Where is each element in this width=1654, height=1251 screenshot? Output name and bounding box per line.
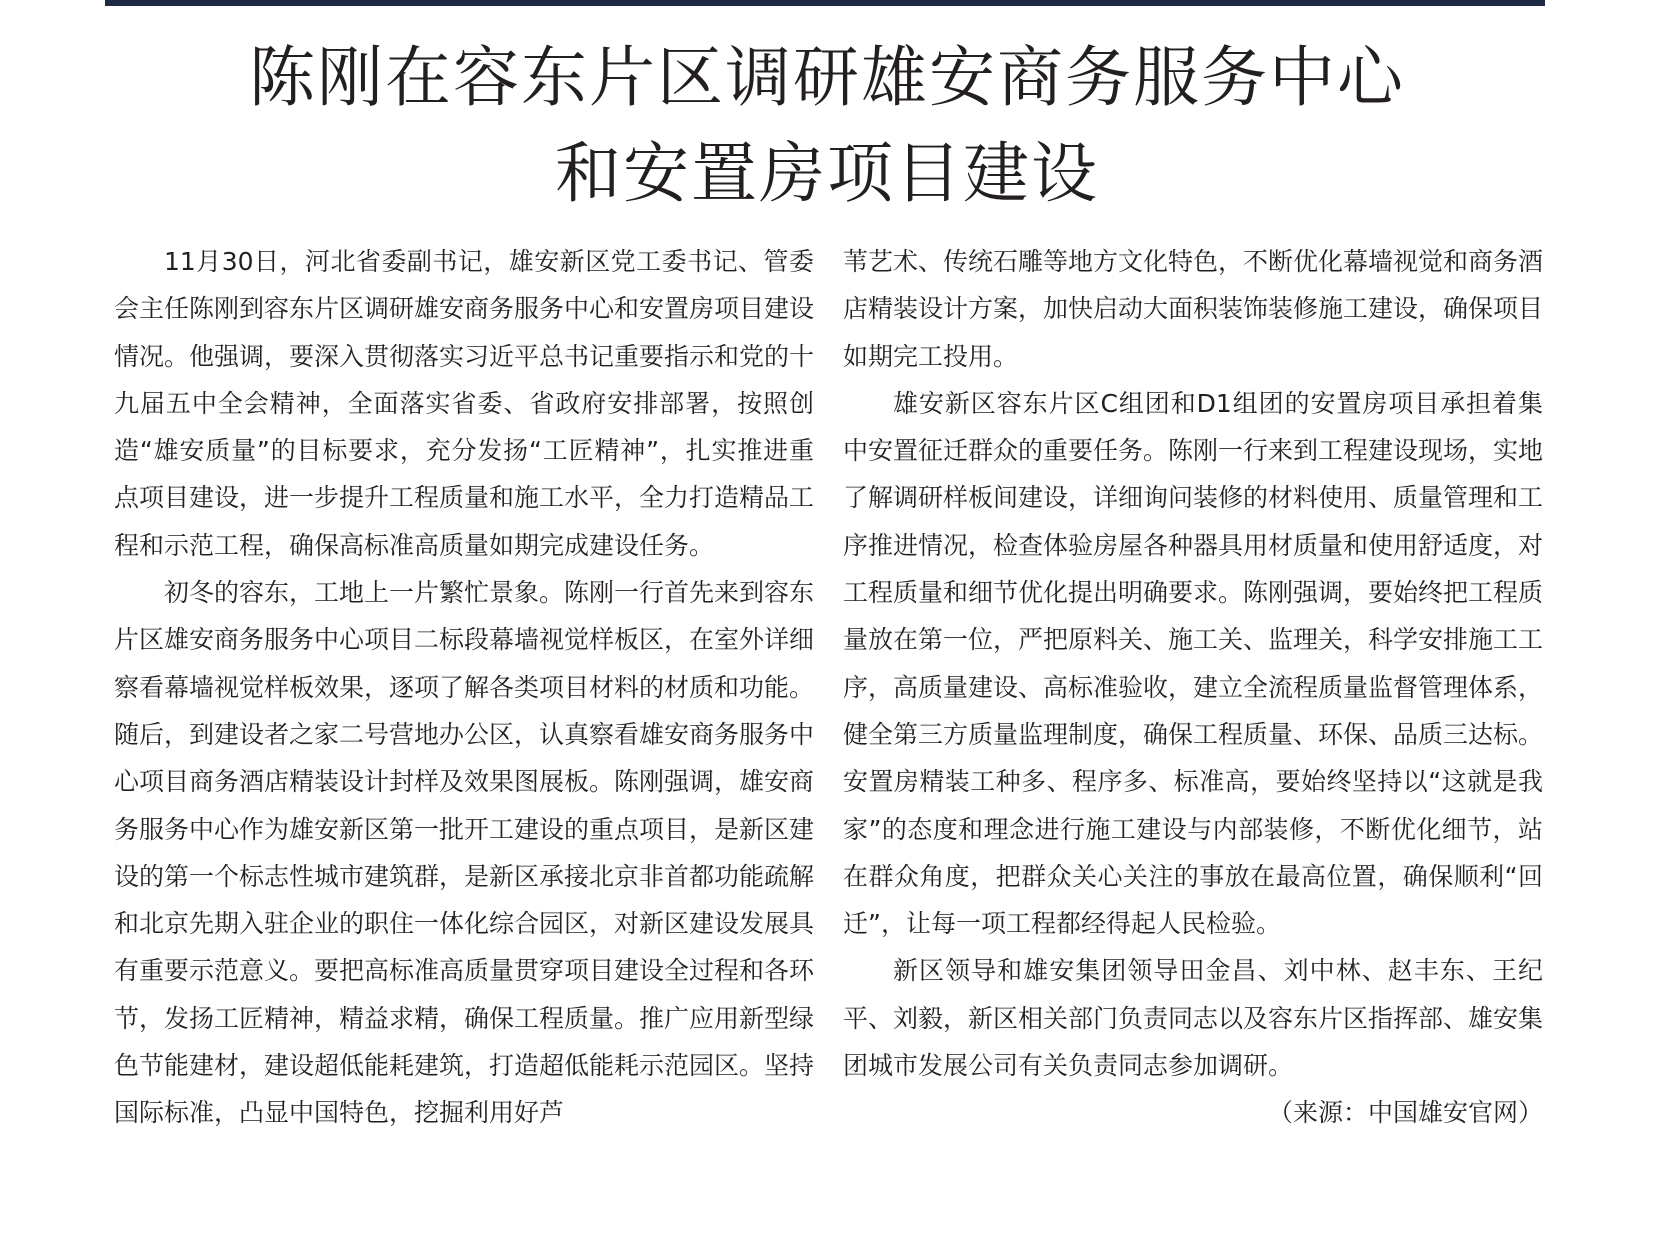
paragraph-3: 雄安新区容东片区C组团和D1组团的安置房项目承担着集中安置征迁群众的重要任务。陈刚一行来到工程建设现场，实地了解调研样板间建设，详细询问装修的材料使用、质量管理和工序推进情况，检查体验房屋各种器具用材质量和使用舒适度，对工程质量和细节优化提出明确要求。陈刚强调，要始终把工程质量放在第一位，严把原料关、施工关、监理关，科学安排施工工序，高质量建设、高标准验收，建立全流程质量监督管理体系，健全第三方质量监理制度，确保工程质量、环保、品质三达标。安置房精装工种多、程序多、标准高，要始终坚持以“这就是我家”的态度和理念进行施工建设与内部装修，不断优化细节，站在群众角度，把群众关心关注的事放在最高位置，确保顺利“回迁”，让每一项工程都经得起人民检验。	[843, 388, 1544, 939]
headline-line-2: 和安置房项目建设	[555, 135, 1099, 212]
paragraph-4: 新区领导和雄安集团领导田金昌、刘中林、赵丰东、王纪平、刘毅，新区相关部门负责同志以及容东片区指挥部、雄安集团城市发展公司有关负责同志参加调研。	[843, 956, 1544, 1081]
left-column	[114, 238, 814, 1137]
paragraph-2-continued: 苇艺术、传统石雕等地方文化特色，不断优化幕墙视觉和商务酒店精装设计方案，加快启动大面积装饰装修施工建设，确保项目如期完工投用。	[843, 247, 1544, 371]
article-headline	[0, 30, 1654, 222]
paragraph-2: 初冬的容东，工地上一片繁忙景象。陈刚一行首先来到容东片区雄安商务服务中心项目二标段幕墙视觉样板区，在室外详细察看幕墙视觉样板效果，逐项了解各类项目材料的材质和功能。随后，到建设者之家二号营地办公区，认真察看雄安商务服务中心项目商务酒店精装设计封样及效果图展板。陈刚强调，雄安商务服务中心作为雄安新区第一批开工建设的重点项目，是新区建设的第一个标志性城市建筑群，是新区承接北京非首都功能疏解和北京先期入驻企业的职住一体化综合园区，对新区建设发展具有重要示范意义。要把高标准高质量贯穿项目建设全过程和各环节，发扬工匠精神，精益求精，确保工程质量。推广应用新型绿色节能建材，建设超低能耗建筑，打造超低能耗示范园区。坚持国际标准，凸显中国特色，挖掘利用好芦	[114, 578, 815, 1128]
source-credit: （来源：中国雄安官网）	[1267, 1098, 1543, 1128]
top-rule	[105, 0, 1545, 6]
paragraph-1: 11月30日，河北省委副书记，雄安新区党工委书记、管委会主任陈刚到容东片区调研雄安商务服务中心和安置房项目建设情况。他强调，要深入贯彻落实习近平总书记重要指示和党的十九届五中全会精神，全面落实省委、省政府安排部署，按照创造“雄安质量”的目标要求，充分发扬“工匠精神”，扎实推进重点项目建设，进一步提升工程质量和施工水平，全力打造精品工程和示范工程，确保高标准高质量如期完成建设任务。	[114, 247, 815, 560]
right-column	[843, 238, 1543, 1137]
headline-line-1: 陈刚在容东片区调研雄安商务服务中心	[249, 39, 1405, 116]
